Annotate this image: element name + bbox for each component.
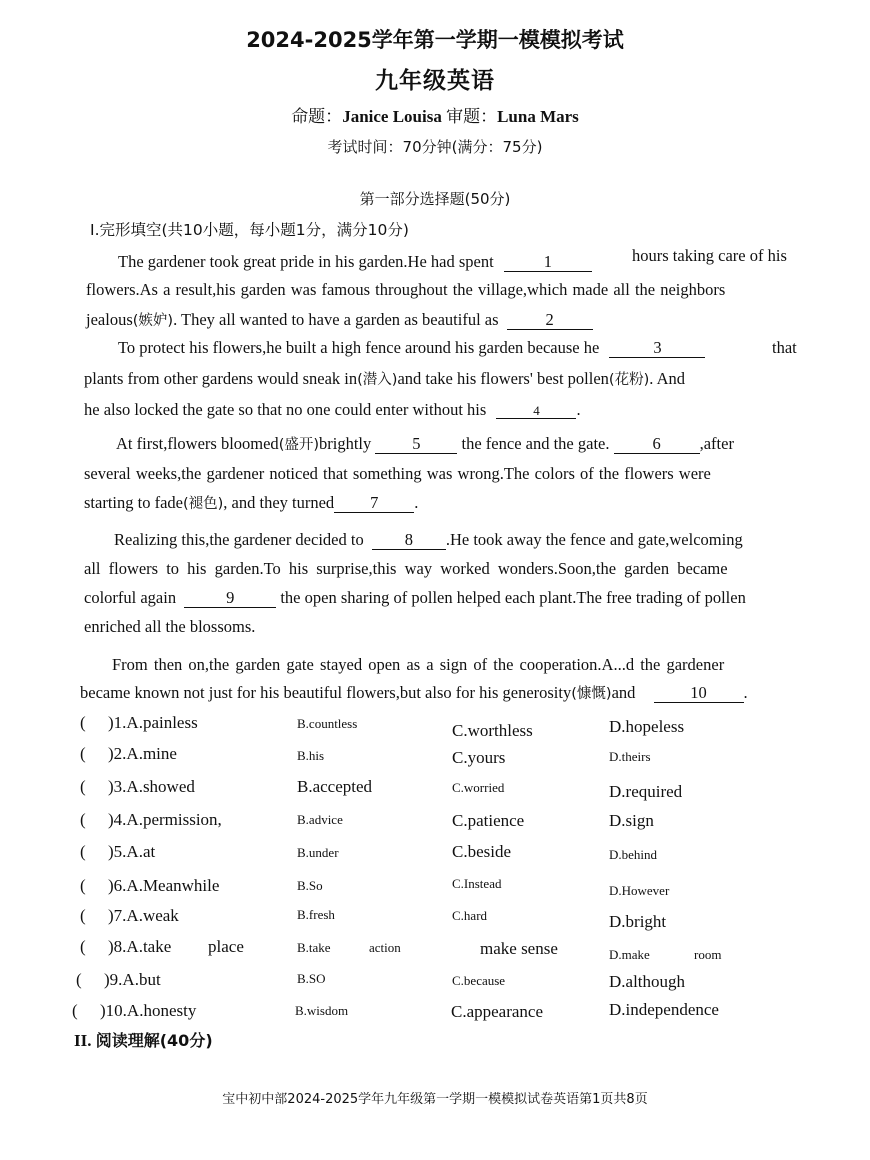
- reviewer-label: 审题：: [446, 107, 498, 127]
- blank-9: 9: [184, 589, 276, 608]
- passage-line-9: starting to fade(褪色), and they turned 7 .: [84, 493, 419, 512]
- option-b: B.SO: [297, 971, 326, 986]
- option-c: C.appearance: [451, 1002, 544, 1021]
- option-b: B.take: [297, 940, 331, 955]
- answer-paren[interactable]: (: [80, 906, 86, 925]
- option-c: C.beside: [452, 842, 512, 861]
- passage-line-10: Realizing this,the gardener decided to 8 .He took away the fence and gate,welcoming: [114, 530, 743, 549]
- option-d: D.theirs: [609, 749, 651, 764]
- option-a: )1.A.painless: [108, 713, 198, 732]
- answer-paren[interactable]: (: [80, 842, 86, 861]
- option-d: D.bright: [609, 912, 667, 931]
- answer-paren[interactable]: (: [80, 937, 86, 956]
- reviewer-name: Luna Mars: [497, 107, 579, 126]
- passage-line-6: he also locked the gate so that no one could enter without his 4 .: [84, 400, 581, 419]
- exam-subtitle: 九年级英语: [375, 68, 495, 94]
- blank-6: 6: [614, 435, 700, 454]
- passage-line-1: The gardener took great pride in his garden.He had spent 1: [118, 252, 592, 272]
- passage-line-4: To protect his flowers,he built a high fence around his garden because he 3: [118, 338, 705, 358]
- option-d: D.hopeless: [609, 717, 685, 736]
- option-d: D.independence: [609, 1000, 719, 1019]
- setter-name: Janice Louisa: [342, 107, 442, 126]
- blank-5: 5: [375, 435, 457, 454]
- option-a: )8.A.take: [108, 937, 172, 956]
- option-a: )6.A.Meanwhile: [108, 876, 220, 895]
- answer-paren[interactable]: (: [80, 777, 86, 796]
- option-b: B.wisdom: [295, 1003, 349, 1018]
- option-c: C.worried: [452, 780, 505, 795]
- option-d: D.behind: [609, 847, 658, 862]
- option-a: )3.A.showed: [108, 777, 195, 796]
- option-d: D.However: [609, 883, 670, 898]
- answer-paren[interactable]: (: [80, 744, 86, 763]
- passage-line-14: From then on,the garden gate stayed open as a sign of the cooperation.A...d the gardener: [112, 655, 725, 674]
- option-b: B.his: [297, 748, 325, 763]
- option-d: D.although: [609, 972, 686, 991]
- passage-line-15: became known not just for his beautiful flowers,but also for his generosity(慷慨)and 10 .: [80, 683, 748, 702]
- answer-paren[interactable]: (: [72, 1001, 78, 1020]
- option-a: )4.A.permission,: [108, 810, 222, 829]
- option-a-part2: place: [208, 937, 244, 956]
- option-b-part2: action: [369, 940, 401, 955]
- blank-4: 4: [496, 404, 576, 419]
- passage-line-12: colorful again 9 the open sharing of pollen helped each plant.The free trading of pollen: [84, 588, 746, 607]
- exam-title: 2024-2025学年第一学期一模模拟考试: [246, 28, 624, 52]
- passage-line-3: jealous(嫉妒). They all wanted to have a garden as beautiful as 2: [86, 309, 593, 330]
- passage-line-11: all flowers to his garden.To his surprise,this way worked wonders.Soon,the garden became: [84, 559, 728, 578]
- option-c: C.worthless: [452, 721, 533, 740]
- option-b: B.accepted: [297, 777, 373, 796]
- passage-line-8: several weeks,the gardener noticed that something was wrong.The colors of the flowers were: [84, 464, 711, 483]
- passage-line-1-end: hours taking care of his: [632, 246, 787, 265]
- page-footer: 宝中初中部2024-2025学年九年级第一学期一模模拟试卷英语第1页共8页: [222, 1092, 648, 1107]
- option-a: )9.A.but: [104, 970, 161, 989]
- exam-info: 考试时间：70分钟(满分：75分): [327, 138, 543, 156]
- blank-3: 3: [609, 339, 705, 358]
- option-c: C.yours: [452, 748, 506, 767]
- option-a: )7.A.weak: [108, 906, 179, 925]
- option-c: C.hard: [452, 908, 488, 923]
- passage-line-4-end: that: [772, 338, 797, 357]
- part-one-title: 第一部分选择题(50分): [359, 190, 511, 208]
- passage-line-13: enriched all the blossoms.: [84, 617, 256, 636]
- option-c: C.patience: [452, 811, 525, 830]
- blank-2: 2: [507, 311, 593, 330]
- option-d: D.make: [609, 947, 650, 962]
- option-b: B.So: [297, 878, 323, 893]
- option-c: C.Instead: [452, 876, 502, 891]
- answer-paren[interactable]: (: [80, 713, 86, 732]
- option-d: D.required: [609, 782, 683, 801]
- option-b: B.fresh: [297, 907, 335, 922]
- option-a: )10.A.honesty: [100, 1001, 197, 1020]
- option-b: B.countless: [297, 716, 358, 731]
- option-a: )2.A.mine: [108, 744, 177, 763]
- blank-8: 8: [372, 531, 446, 550]
- blank-1: 1: [504, 253, 592, 272]
- passage-line-7: At first,flowers bloomed(盛开)brightly 5 the fence and the gate. 6 ,after: [116, 434, 734, 453]
- blank-10: 10: [654, 684, 744, 703]
- section-two-title: II. 阅读理解(40分): [74, 1031, 213, 1050]
- option-b: B.advice: [297, 812, 343, 827]
- passage-line-5: plants from other gardens would sneak in(潜入)and take his flowers' best pollen(花粉). And: [84, 369, 685, 388]
- option-c: make sense: [480, 939, 558, 958]
- section-one-title: I.完形填空(共10小题，每小题1分，满分10分): [90, 221, 409, 239]
- answer-paren[interactable]: (: [76, 970, 82, 989]
- option-d: D.sign: [609, 811, 654, 830]
- option-d-part2: room: [694, 947, 722, 962]
- exam-authors: [0, 102, 870, 127]
- answer-paren[interactable]: (: [80, 810, 86, 829]
- option-c: C.because: [452, 973, 506, 988]
- blank-7: 7: [334, 494, 414, 513]
- passage-line-2: flowers.As a result,his garden was famous throughout the village,which made all the neighbors: [86, 280, 726, 299]
- setter-label: 命题：: [291, 107, 343, 127]
- answer-paren[interactable]: (: [80, 876, 86, 895]
- option-a: )5.A.at: [108, 842, 156, 861]
- option-b: B.under: [297, 845, 339, 860]
